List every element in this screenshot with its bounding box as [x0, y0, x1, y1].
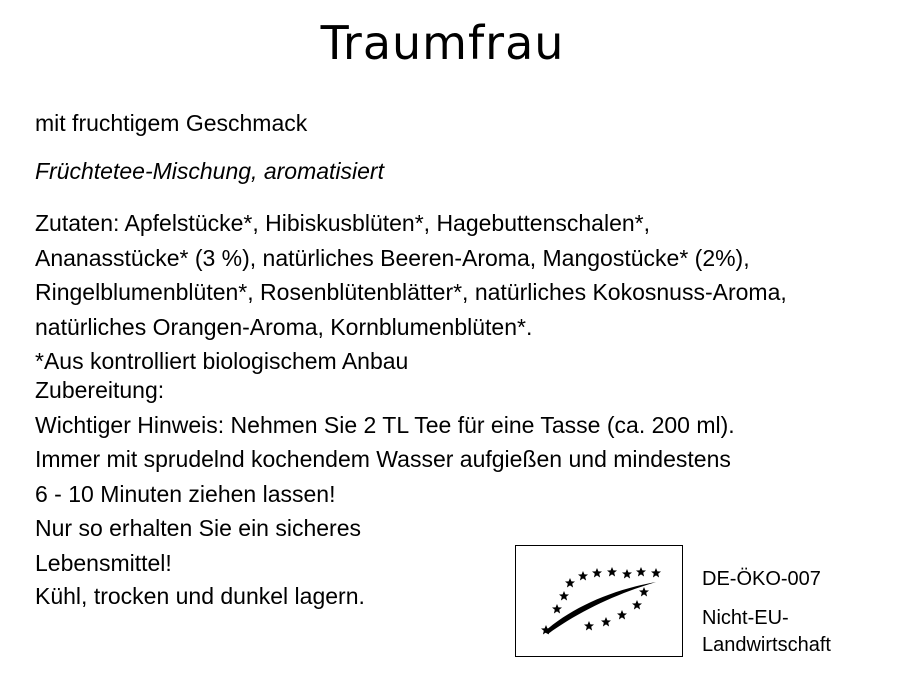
- organic-control-code: DE-ÖKO-007: [702, 568, 821, 590]
- eu-organic-logo: [515, 545, 683, 657]
- preparation-line: Immer mit sprudelnd kochendem Wasser aufgießen und mindestens: [35, 446, 731, 472]
- organic-footnote: *Aus kontrolliert biologischem Anbau: [35, 348, 409, 374]
- preparation-heading: Zubereitung:: [35, 377, 165, 403]
- preparation-line: Wichtiger Hinweis: Nehmen Sie 2 TL Tee für eine Tasse (ca. 200 ml).: [35, 411, 735, 438]
- preparation-line: Lebensmittel!: [35, 549, 172, 576]
- origin-line-1: Nicht-EU-: [702, 607, 789, 629]
- product-description: Früchtetee-Mischung, aromatisiert: [35, 158, 384, 184]
- ingredients-line: natürliches Orangen-Aroma, Kornblumenblüten*.: [35, 313, 533, 340]
- origin-line-2: Landwirtschaft: [702, 634, 831, 656]
- eu-organic-leaf-logo-icon: [516, 546, 681, 655]
- product-title: Traumfrau: [320, 16, 565, 70]
- ingredients-block: [35, 206, 787, 379]
- preparation-line: Nur so erhalten Sie ein sicheres: [35, 515, 361, 541]
- product-subtitle: mit fruchtigem Geschmack: [35, 110, 308, 136]
- preparation-line: 6 - 10 Minuten ziehen lassen!: [35, 480, 336, 507]
- ingredients-line: Ananasstücke* (3 %), natürliches Beeren-Aroma, Mangostücke* (2%),: [35, 244, 750, 271]
- ingredients-line: Zutaten: Apfelstücke*, Hibiskusblüten*, Hagebuttenschalen*,: [35, 210, 650, 236]
- storage-instructions: Kühl, trocken und dunkel lagern.: [35, 583, 365, 609]
- ingredients-line: Ringelblumenblüten*, Rosenblütenblätter*, natürliches Kokosnuss-Aroma,: [35, 279, 787, 305]
